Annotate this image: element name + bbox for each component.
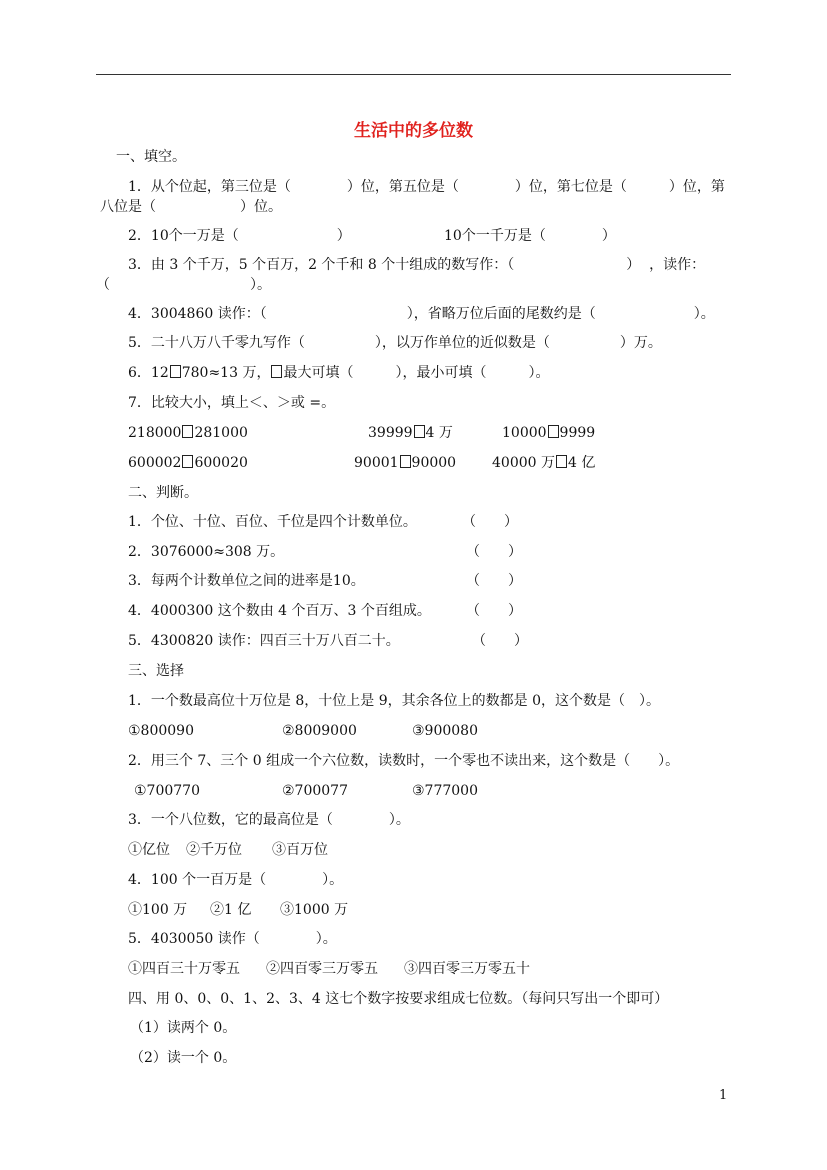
compare-box [414, 425, 425, 438]
header-rule [96, 74, 731, 75]
choice-option: ②700077 [282, 783, 348, 799]
choice-option: ②四百零三万零五 [266, 961, 378, 977]
choice-option: ①100 万 [128, 902, 188, 918]
choice-option: ③1000 万 [280, 902, 349, 918]
choice-q5: 5．4030050 读作（ ）。 [128, 931, 337, 947]
page-title: 生活中的多位数 [354, 121, 473, 141]
section3-heading: 三、选择 [128, 663, 184, 679]
compare-item: 40000 万 4 亿 [492, 455, 596, 471]
judge-item: 1．个位、十位、百位、千位是四个计数单位。 [128, 514, 417, 530]
blank-box [170, 365, 181, 378]
compare-box [548, 425, 559, 438]
q5: 5．二十八万八千零九写作（ ），以万作单位的近似数是（ ）万。 [128, 335, 662, 351]
page-number: 1 [719, 1088, 728, 1103]
q1-line1: 1．从个位起，第三位是（ ）位，第五位是（ ）位，第七位是（ ）位，第 [128, 179, 725, 195]
blank-box [271, 365, 282, 378]
q7: 7．比较大小，填上＜、＞或 =。 [128, 395, 336, 411]
judge-bracket: （ ） [472, 633, 528, 649]
choice-option: ③四百零三万零五十 [404, 961, 530, 977]
judge-bracket: （ ） [466, 544, 522, 560]
q6 [128, 364, 549, 382]
choice-q1: 1．一个数最高位十万位是 8，十位上是 9，其余各位上的数都是 0，这个数是（ ）。 [128, 693, 660, 709]
q6-suffix: 780≈13 万， [181, 365, 271, 381]
judge-bracket: （ ） [466, 603, 522, 619]
choice-q3: 3．一个八位数，它的最高位是（ ）。 [128, 812, 410, 828]
judge-item: 3．每两个计数单位之间的进率是10。 [128, 573, 365, 589]
choice-option: ②8009000 [282, 723, 357, 739]
judge-item: 2．3076000≈308 万。 [128, 544, 285, 560]
compare-item: 10000 9999 [502, 425, 596, 441]
q4: 4．3004860 读作：（ ），省略万位后面的尾数约是（ ）。 [128, 306, 715, 322]
section4-sub2: （2）读一个 0。 [130, 1050, 237, 1066]
choice-q2: 2．用三个 7、三个 0 组成一个六位数，读数时，一个零也不读出来，这个数是（ ）。 [128, 753, 680, 769]
compare-box [182, 455, 193, 468]
compare-item: 600002 600020 [128, 455, 248, 471]
q3-line1: 3．由 3 个千万，5 个百万，2 个千和 8 个十组成的数写作：（ ） ，读作： [128, 257, 706, 273]
judge-item: 4．4000300 这个数由 4 个百万、3 个百组成。 [128, 603, 431, 619]
q2-left: 2．10个一万是（ ） [128, 228, 351, 244]
q3-line2: （ ）。 [96, 277, 271, 293]
q1-line2: 八位是（ ）位。 [100, 199, 282, 215]
choice-option: ③百万位 [272, 842, 328, 858]
compare-box [400, 455, 411, 468]
section4-sub1: （1）读两个 0。 [130, 1020, 237, 1036]
section2-heading: 二、判断。 [128, 485, 198, 501]
q6-rest: 最大可填（ ），最小可填（ ）。 [283, 365, 550, 381]
choice-option: ②1 亿 [210, 902, 252, 918]
q6-prefix: 6．12 [128, 365, 169, 381]
choice-q4: 4．100 个一百万是（ ）。 [128, 872, 344, 888]
section1-heading: 一、填空。 [116, 149, 186, 165]
section4-heading: 四、用 0、0、0、1、2、3、4 这七个数字按要求组成七位数。（每问只写出一个即可） [128, 991, 669, 1007]
choice-option: ①700770 [134, 783, 200, 799]
choice-option: ①亿位 [128, 842, 170, 858]
compare-box [182, 425, 193, 438]
judge-bracket: （ ） [466, 573, 522, 589]
judge-bracket: （ ） [462, 514, 518, 530]
judge-item: 5．4300820 读作：四百三十万八百二十。 [128, 633, 400, 649]
choice-option: ③777000 [412, 783, 478, 799]
compare-box [556, 455, 567, 468]
compare-item: 90001 90000 [354, 455, 457, 471]
choice-option: ①四百三十万零五 [128, 961, 240, 977]
compare-item: 39999 4 万 [368, 425, 453, 441]
choice-option: ①800090 [128, 723, 194, 739]
choice-option: ③900080 [412, 723, 478, 739]
compare-item: 218000 281000 [128, 425, 248, 441]
q2-right: 10个一千万是（ ） [444, 228, 616, 244]
choice-option: ②千万位 [186, 842, 242, 858]
